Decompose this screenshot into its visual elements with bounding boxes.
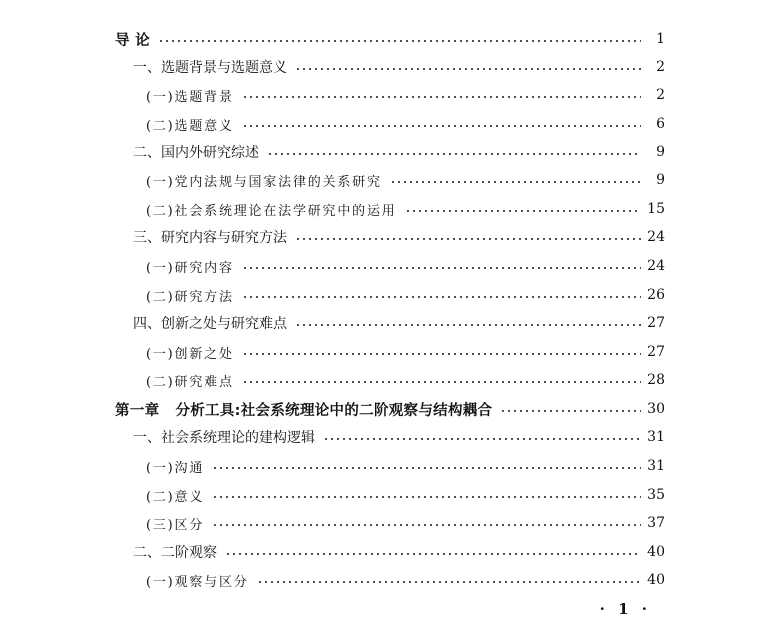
dot-leader [405,210,641,212]
toc-entry-title: (二)社会系统理论在法学研究中的运用 [146,203,397,219]
toc-entry [133,141,665,163]
toc-entry-page: 9 [656,172,665,188]
toc-entry-title: (二)意义 [146,489,205,505]
dot-leader [242,96,641,98]
toc-entry-page: 27 [647,315,665,331]
toc-entry-page: 27 [647,344,665,360]
dot-leader [295,324,641,326]
toc-entry-page: 6 [656,116,665,132]
dot-leader [295,68,641,70]
toc-entry-title: (二)研究方法 [146,289,234,305]
toc-entry [146,284,665,306]
dot-leader [390,181,641,183]
toc-entry-page: 24 [647,258,665,274]
toc-entry-page: 31 [647,458,665,474]
toc-entry-page: 2 [656,59,665,75]
dot-leader [225,553,641,555]
toc-entry-title: (一)观察与区分 [146,574,249,590]
toc-entry-title: 一、社会系统理论的建构逻辑 [133,430,315,446]
toc-entry-title: 四、创新之处与研究难点 [133,316,287,332]
toc-entry-page: 2 [656,87,665,103]
toc-entry-title: (二)选题意义 [146,118,234,134]
toc-entry-title: (二)研究难点 [146,374,234,390]
toc-entry-title: (一)创新之处 [146,346,234,362]
toc-entry [133,312,665,334]
toc-entry-title: (一)党内法规与国家法律的关系研究 [146,174,382,190]
toc-entry [146,169,665,191]
toc-entry [133,426,665,448]
toc-entry-title: 二、二阶观察 [133,545,217,561]
toc-entry-page: 30 [647,401,665,417]
toc-entry-title: 导 论 [115,32,150,49]
toc-entry-page: 1 [656,31,665,47]
dot-leader [242,125,641,127]
toc-entry-page: 9 [656,144,665,160]
toc-entry-title: (一)研究内容 [146,260,234,276]
toc-entry [133,226,665,248]
toc-entry-title: 二、国内外研究综述 [133,145,259,161]
toc-entry-page: 40 [647,544,665,560]
toc-entry-title: (一)沟通 [146,460,205,476]
dot-leader [158,40,641,42]
dot-leader [257,581,641,583]
toc-entry-title: 一、选题背景与选题意义 [133,60,287,76]
toc-entry-page: 24 [647,229,665,245]
toc-entry [146,341,665,363]
toc-entry [146,255,665,277]
toc-entry-page: 15 [647,201,665,217]
toc-entry-title: 三、研究内容与研究方法 [133,230,287,246]
dot-leader [267,153,641,155]
dot-leader [242,353,641,355]
toc-entry-page: 37 [647,515,665,531]
toc-entry [133,541,665,563]
toc-entry [146,455,665,477]
page-number: · 1 · [599,600,651,618]
toc-entry [146,113,665,135]
toc-entry-page: 28 [647,372,665,388]
toc-entry [146,512,665,534]
dot-leader [212,496,641,498]
toc-entry [133,56,665,78]
toc-entry [146,369,665,391]
dot-leader [295,238,641,240]
toc-entry-page: 35 [647,487,665,503]
toc-entry [115,398,665,420]
toc-entry [146,569,665,591]
toc-entry-title: 第一章 分析工具:社会系统理论中的二阶观察与结构耦合 [115,402,493,419]
toc-entry-page: 40 [647,572,665,588]
toc-entry-page: 31 [647,429,665,445]
dot-leader [242,381,641,383]
dot-leader [212,524,641,526]
dot-leader [323,438,641,440]
toc-entry [146,84,665,106]
toc-entry [115,28,665,50]
toc-entry [146,198,665,220]
toc-entry-page: 26 [647,287,665,303]
toc-entry [146,484,665,506]
dot-leader [242,296,641,298]
dot-leader [242,267,641,269]
toc-entry-title: (一)选题背景 [146,89,234,105]
dot-leader [212,467,641,469]
dot-leader [500,410,641,412]
toc-entry-title: (三)区分 [146,517,205,533]
